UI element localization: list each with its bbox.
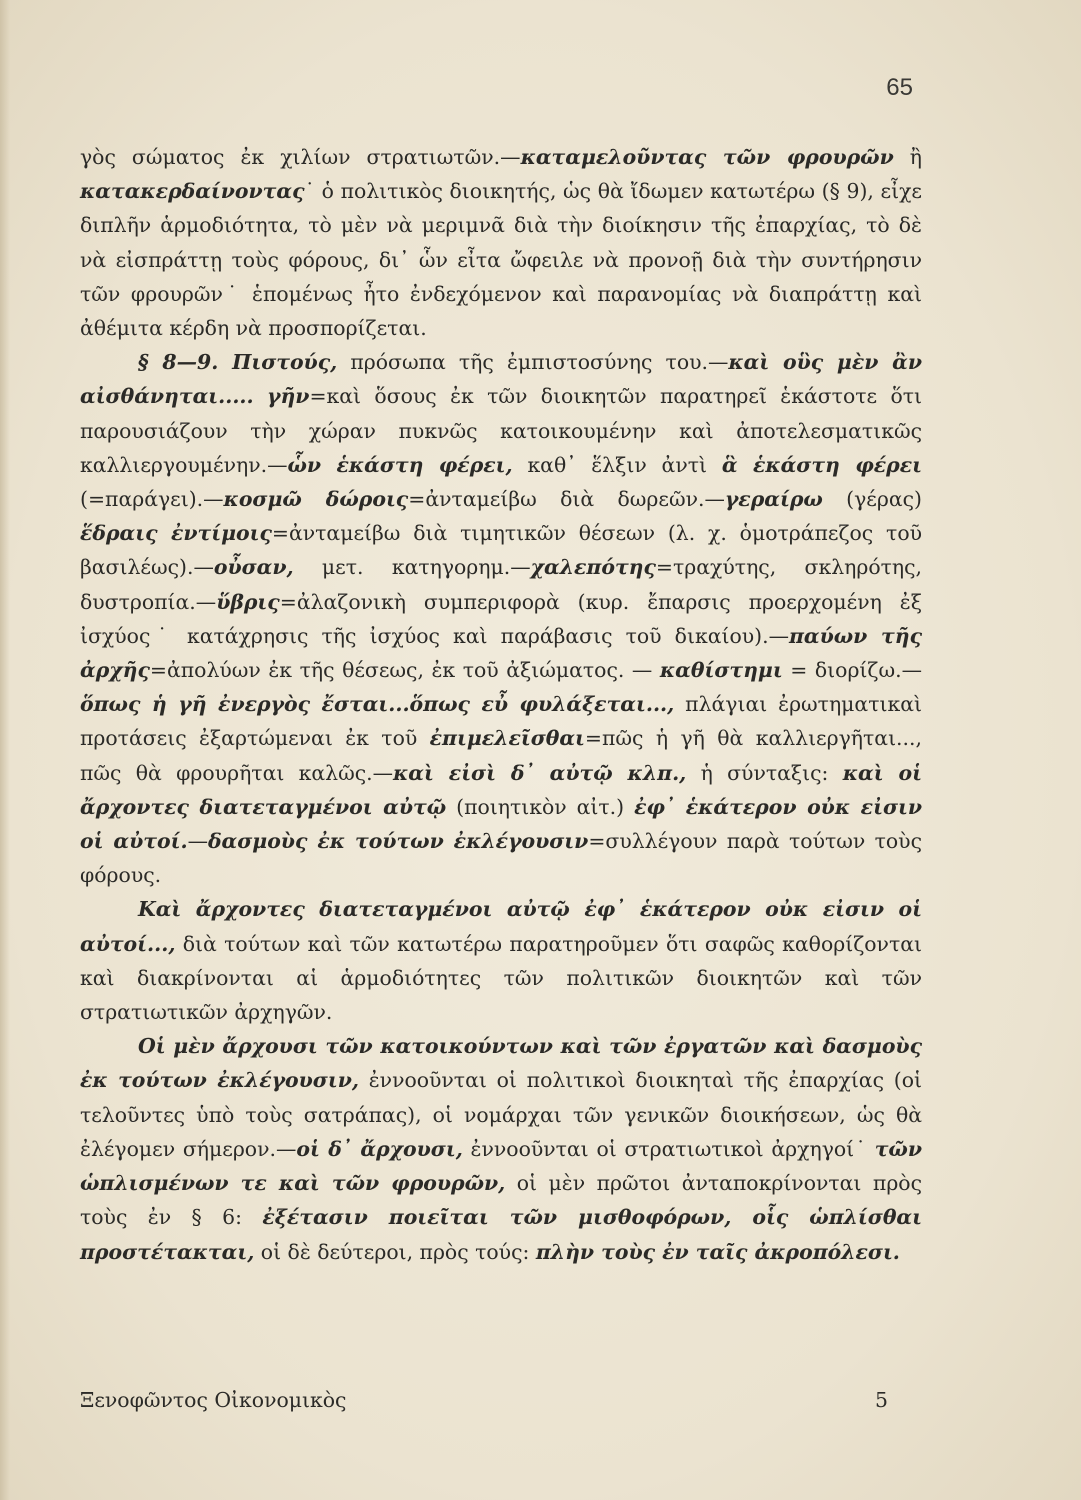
lemma-term: παύων τῆς ἀρχῆς: [80, 623, 922, 683]
paragraph: [80, 345, 922, 892]
commentary-run: ἐννοοῦνται οἱ πολιτικοὶ διοικηταὶ τῆς ἐπαρχίας (οἱ τελοῦντες ὑπὸ τοὺς σατράπας), οἱ νομάρχαι τῶν γενικῶν διοικήσεων, ὡς θὰ ἐλέγομεν σήμερον.—: [80, 1068, 923, 1161]
lemma-term: ἐπιμελεῖσθαι: [429, 726, 585, 751]
commentary-run: ἡ σύνταξις:: [686, 760, 843, 785]
footer-signature-mark: 5: [875, 1388, 888, 1412]
lemma-term: κοσμῶ δώροις: [223, 487, 409, 512]
commentary-run: = διορίζω.—: [782, 658, 922, 683]
commentary-run: (ποιητικὸν αἰτ.): [446, 794, 635, 819]
page-spine-shadow: [0, 0, 10, 1500]
lemma-term: § 8—9. Πιστούς,: [138, 350, 338, 375]
commentary-run: (=παράγει).—: [80, 487, 224, 512]
lemma-term: γῆν: [267, 384, 310, 409]
commentary-run: μετ. κατηγορημ.—: [293, 555, 531, 580]
commentary-run: καθ᾽ ἕλξιν ἀντὶ: [512, 452, 722, 477]
lemma-term: τῶν ὡπλισμένων τε καὶ τῶν φρουρῶν,: [80, 1136, 922, 1196]
lemma-term: καθίστημι: [659, 658, 783, 683]
lemma-term: πλὴν τοὺς ἐν ταῖς ἀκροπόλεσι.: [535, 1239, 900, 1264]
commentary-run: πρόσωπα τῆς ἐμπιστοσύνης του.—: [337, 350, 729, 375]
lemma-term: δασμοὺς ἐκ τούτων ἐκλέγουσιν: [207, 829, 589, 854]
commentary-text: [80, 140, 922, 1269]
commentary-run: =ἀλαζονικὴ συμπεριφορὰ (κυρ. ἔπαρσις προερχομένη ἐξ ἰσχύος˙ κατάχρησις τῆς ἰσχύος καὶ παράβασις τοῦ δικαίου).—: [80, 589, 922, 648]
commentary-run: ἢ: [893, 145, 922, 169]
lemma-term: οὖσαν,: [213, 555, 294, 580]
commentary-run: πλάγιαι ἐρωτηματικαὶ προτάσεις ἐξαρτώμεναι ἐκ τοῦ: [80, 692, 922, 751]
commentary-run: ἐννοοῦνται οἱ στρατιωτικοὶ ἀρχηγοί˙: [462, 1136, 875, 1161]
commentary-run: διὰ τούτων καὶ τῶν κατωτέρω παρατηροῦμεν ὅτι σαφῶς καθορίζονται καὶ διακρίνονται αἱ ἁρμοδιότητες τῶν πολιτικῶν διοικητῶν καὶ τῶν στρατιωτικῶν ἀρχηγῶν.: [80, 931, 922, 1025]
footer-book-title: Ξενοφῶντος Οἰκονομικὸς: [80, 1388, 347, 1412]
lemma-term: οἱ δ᾽ ἄρχουσι,: [296, 1136, 463, 1161]
commentary-run: γὸς σώματος ἐκ χιλίων στρατιωτῶν.—: [80, 145, 521, 169]
lemma-term: ὅπως ἡ γῆ ἐνεργὸς ἔσται...ὅπως εὖ φυλάξεται...,: [80, 692, 675, 717]
commentary-run: =ἀπολύων ἐκ τῆς θέσεως, ἐκ τοῦ ἀξιώματος. —: [149, 658, 660, 683]
lemma-term: καὶ οὓς μὲν ἂν αἰσθάνηται.....: [80, 350, 922, 409]
commentary-run: οἱ μὲν πρῶτοι ἀνταποκρίνονται πρὸς τοὺς ἐν § 6:: [80, 1171, 923, 1230]
lemma-term: ἕδραις ἐντίμοις: [80, 521, 272, 546]
lemma-term: κατακερδαίνοντας: [80, 179, 305, 204]
commentary-run: (γέρας): [822, 487, 922, 512]
lemma-term: ἃ ἑκάστη φέρει: [721, 452, 922, 477]
paragraph: [80, 140, 922, 345]
commentary-run: οἱ δὲ δεύτεροι, πρὸς τούς:: [254, 1239, 536, 1264]
lemma-term: καὶ εἰσὶ δ᾽ αὐτῷ κλπ.,: [393, 760, 687, 785]
lemma-term: ἐξέτασιν ποιεῖται τῶν μισθοφόρων, οἷς ὡπλίσθαι προστέτακται,: [80, 1205, 922, 1264]
commentary-run: =ἀνταμείβω διὰ τιμητικῶν θέσεων (λ. χ. ὁμοτράπεζος τοῦ βασιλέως).—: [80, 521, 922, 580]
lemma-term: ὕβρις: [216, 589, 280, 614]
lemma-term: Καὶ ἄρχοντες διατεταγμένοι αὐτῷ ἐφ᾽ ἑκάτερον οὐκ εἰσιν οἱ αὐτοί...,: [80, 897, 922, 956]
lemma-term: γεραίρω: [724, 487, 823, 512]
page-footer: [80, 1388, 922, 1412]
lemma-term: καὶ οἱ ἄρχοντες διατεταγμένοι αὐτῷ: [80, 760, 922, 819]
commentary-run: [254, 384, 267, 408]
lemma-term: χαλεπότης: [530, 555, 656, 580]
commentary-run: —: [187, 829, 208, 854]
commentary-run: =πῶς ἡ γῆ θὰ καλλιεργῆται..., πῶς θὰ φρουρῆται καλῶς.—: [80, 726, 922, 785]
page-number: 65: [886, 74, 913, 101]
lemma-term: Οἱ μὲν ἄρχουσι τῶν κατοικούντων καὶ τῶν ἐργατῶν καὶ δασμοὺς ἐκ τούτων ἐκλέγουσιν,: [80, 1034, 922, 1093]
paragraph: [80, 1029, 922, 1268]
commentary-run: =ἀνταμείβω διὰ δωρεῶν.—: [408, 487, 725, 512]
commentary-run: =τραχύτης, σκληρότης, δυστροπία.—: [80, 555, 922, 614]
paragraph: [80, 892, 922, 1029]
lemma-term: ἐφ᾽ ἑκάτερον οὐκ εἰσιν οἱ αὐτοί.: [80, 794, 922, 854]
commentary-run: =συλλέγουν παρὰ τούτων τοὺς φόρους.: [80, 829, 922, 888]
commentary-run: =καὶ ὅσους ἐκ τῶν διοικητῶν παρατηρεῖ ἑκάστοτε ὅτι παρουσιάζουν τὴν χώραν πυκνῶς κατοικουμένην καὶ ἀποτελεσματικῶς καλλιεργουμένην.—: [80, 384, 922, 477]
lemma-term: ὧν ἑκάστη φέρει,: [287, 452, 513, 477]
commentary-run: ˙ ὁ πολιτικὸς διοικητής, ὡς θὰ ἴδωμεν κατωτέρω (§ 9), εἶχε διπλῆν ἁρμοδιότητα, τὸ μὲν νὰ μεριμνᾶ διὰ τὴν διοίκησιν τῆς ἐπαρχίας, τὸ δὲ νὰ εἰσπράττῃ τοὺς φόρους, δι᾽ ὧν εἶτα ὤφειλε νὰ προνοῇ διὰ τὴν συντήρησιν τῶν φρουρῶν˙ ἑπομένως ἦτο ἐνδεχόμενον καὶ παρανομίας νὰ διαπράττῃ καὶ ἀθέμιτα κέρδη νὰ προσπορίζεται.: [80, 179, 922, 341]
lemma-term: καταμελοῦντας τῶν φρουρῶν: [520, 145, 894, 169]
